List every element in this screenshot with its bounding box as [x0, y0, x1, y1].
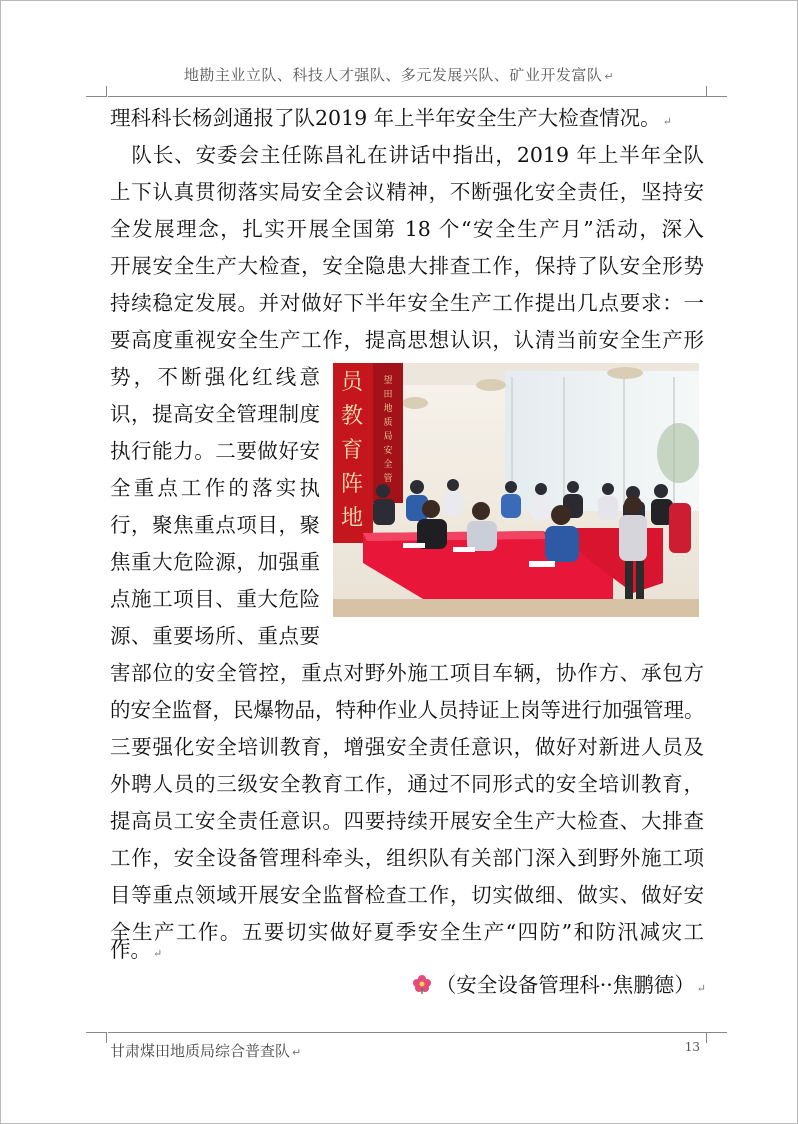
text-line: 持续稳定发展。并对做好下半年安全生产工作提出几点要求：一	[110, 291, 704, 315]
text-line: 外聘人员的三级安全教育工作，通过不同形式的安全培训教育，	[110, 772, 704, 796]
text-line: 三要强化安全培训教育，增强安全责任意识，做好对新进人员及	[110, 735, 704, 759]
footer-rule	[108, 1032, 706, 1033]
text-line: 全发展理念，扎实开展全国第 18 个“安全生产月”活动，深入	[110, 217, 704, 241]
text-line: 全生产工作。五要切实做好夏季安全生产“四防”和防汛减灾工	[110, 920, 704, 944]
text-line: 源、重要场所、重点要	[110, 624, 320, 648]
attribution-text: （安全设备管理科··焦鹏德）	[435, 973, 695, 997]
text-line: 识，提高安全管理制度	[110, 402, 320, 426]
paragraph-mark-icon: ↵	[153, 947, 163, 960]
text-line: 行，聚焦重点项目，聚	[110, 513, 320, 537]
paragraph-mark-icon: ↵	[696, 982, 706, 995]
paragraph-mark-icon: ↵	[604, 70, 615, 83]
text-line: 执行能力。二要做好安	[110, 439, 320, 463]
flower-icon	[412, 970, 432, 1004]
text-line: 全重点工作的落实执	[110, 476, 320, 500]
text-line: 目等重点领域开展安全监督检查工作，切实做细、做实、做好安	[110, 883, 704, 907]
footer-org: 甘肃煤田地质局综合普查队 ↵	[110, 1042, 302, 1060]
text-line: 提高员工安全责任意识。四要持续开展安全生产大检查、大排查	[110, 809, 704, 833]
text-line: 的安全监督，民爆物品，特种作业人员持证上岗等进行加强管理。	[110, 698, 704, 722]
text-line: 工作，安全设备管理科牵头，组织队有关部门深入到野外施工项	[110, 846, 704, 870]
text-line: 焦重大危险源，加强重	[110, 550, 320, 574]
meeting-photo	[333, 363, 699, 617]
header-title: 地勘主业立队、科技人才强队、多元发展兴队、矿业开发富队	[183, 66, 603, 84]
text-line: 作。 ↵	[110, 938, 163, 962]
header-rule	[108, 96, 706, 97]
crop-mark-top-left	[86, 86, 107, 97]
running-header	[0, 64, 798, 85]
banner-small-text: 望田地质局安全管	[383, 376, 393, 484]
crop-mark-bottom-left	[86, 1032, 107, 1043]
text-line: 开展安全生产大检查，安全隐患大排查工作，保持了队安全形势	[110, 254, 704, 278]
paragraph-mark-icon: ↵	[292, 1046, 302, 1059]
text-line: 上下认真贯彻落实局安全会议精神，不断强化安全责任，坚持安	[110, 180, 704, 204]
crop-mark-top-right	[706, 86, 727, 97]
text-line: 理科科长杨剑通报了队2019 年上半年安全生产大检查情况。 ↵	[110, 106, 672, 130]
paragraph-mark-icon: ↵	[662, 115, 672, 128]
crop-mark-bottom-right	[706, 1032, 727, 1043]
text-line: 队长、安委会主任陈昌礼在讲话中指出，2019 年上半年全队	[110, 143, 704, 167]
attribution	[412, 968, 706, 1002]
page-number: 13	[684, 1040, 700, 1054]
text-line: 势，不断强化红线意	[110, 365, 320, 389]
text-line: 害部位的安全管控，重点对野外施工项目车辆，协作方、承包方	[110, 661, 704, 685]
banner-text: 员教育阵地	[340, 370, 364, 531]
text-line: 点施工项目、重大危险	[110, 587, 320, 611]
text-line: 要高度重视安全生产工作，提高思想认识，认清当前安全生产形	[110, 328, 704, 352]
